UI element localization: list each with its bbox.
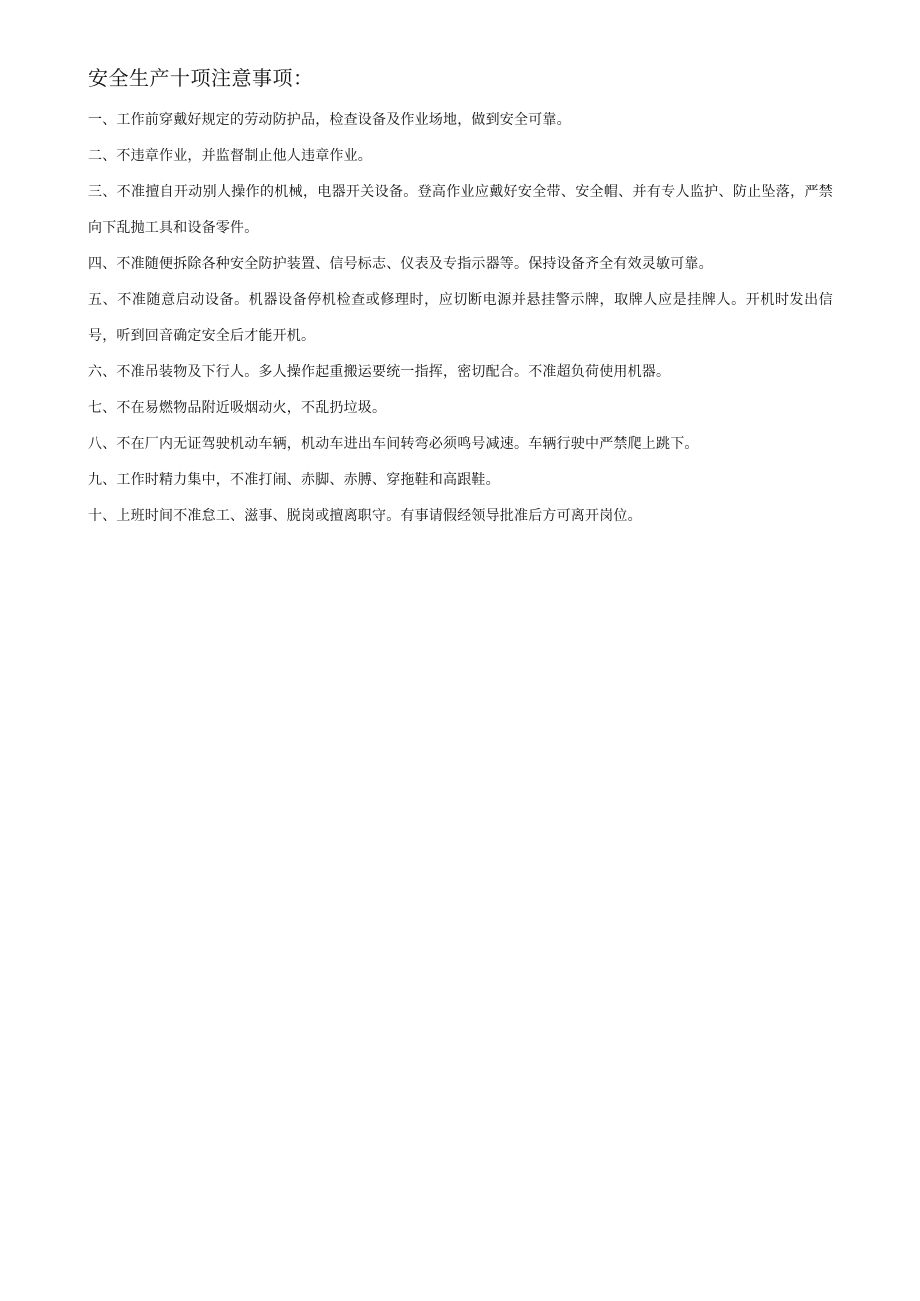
document-page (88, 64, 833, 534)
rule-item-2: 二、不违章作业，并监督制止他人违章作业。 (88, 148, 372, 164)
rule-item-1: 一、工作前穿戴好规定的劳动防护品，检查设备及作业场地，做到安全可靠。 (88, 112, 571, 128)
rule-item-10: 十、上班时间不准怠工、滋事、脱岗或擅离职守。有事请假经领导批准后方可离开岗位。 (88, 508, 642, 524)
rule-item-4: 四、不准随便拆除各种安全防护装置、信号标志、仪表及专指示器等。保持设备齐全有效灵敏可靠。 (88, 256, 713, 272)
rule-item-3: 三、不准擅自开动别人操作的机械，电器开关设备。登高作业应戴好安全带、安全帽、并有专人监护、防止坠落，严禁向下乱抛工具和设备零件。 (88, 184, 833, 236)
rule-item-5: 五、不准随意启动设备。机器设备停机检查或修理时，应切断电源并悬挂警示牌，取牌人应是挂牌人。开机时发出信号，听到回音确定安全后才能开机。 (88, 292, 833, 344)
rule-item-8: 八、不在厂内无证驾驶机动车辆，机动车进出车间转弯必须鸣号减速。车辆行驶中严禁爬上跳下。 (88, 436, 699, 452)
page-title: 安全生产十项注意事项： (88, 66, 314, 90)
rules-list (88, 102, 833, 534)
rule-item-9: 九、工作时精力集中，不准打闹、赤脚、赤膊、穿拖鞋和高跟鞋。 (88, 472, 500, 488)
rule-item-7: 七、不在易燃物品附近吸烟动火，不乱扔垃圾。 (88, 400, 387, 416)
rule-item-6: 六、不准吊装物及下行人。多人操作起重搬运要统一指挥，密切配合。不准超负荷使用机器。 (88, 364, 671, 380)
